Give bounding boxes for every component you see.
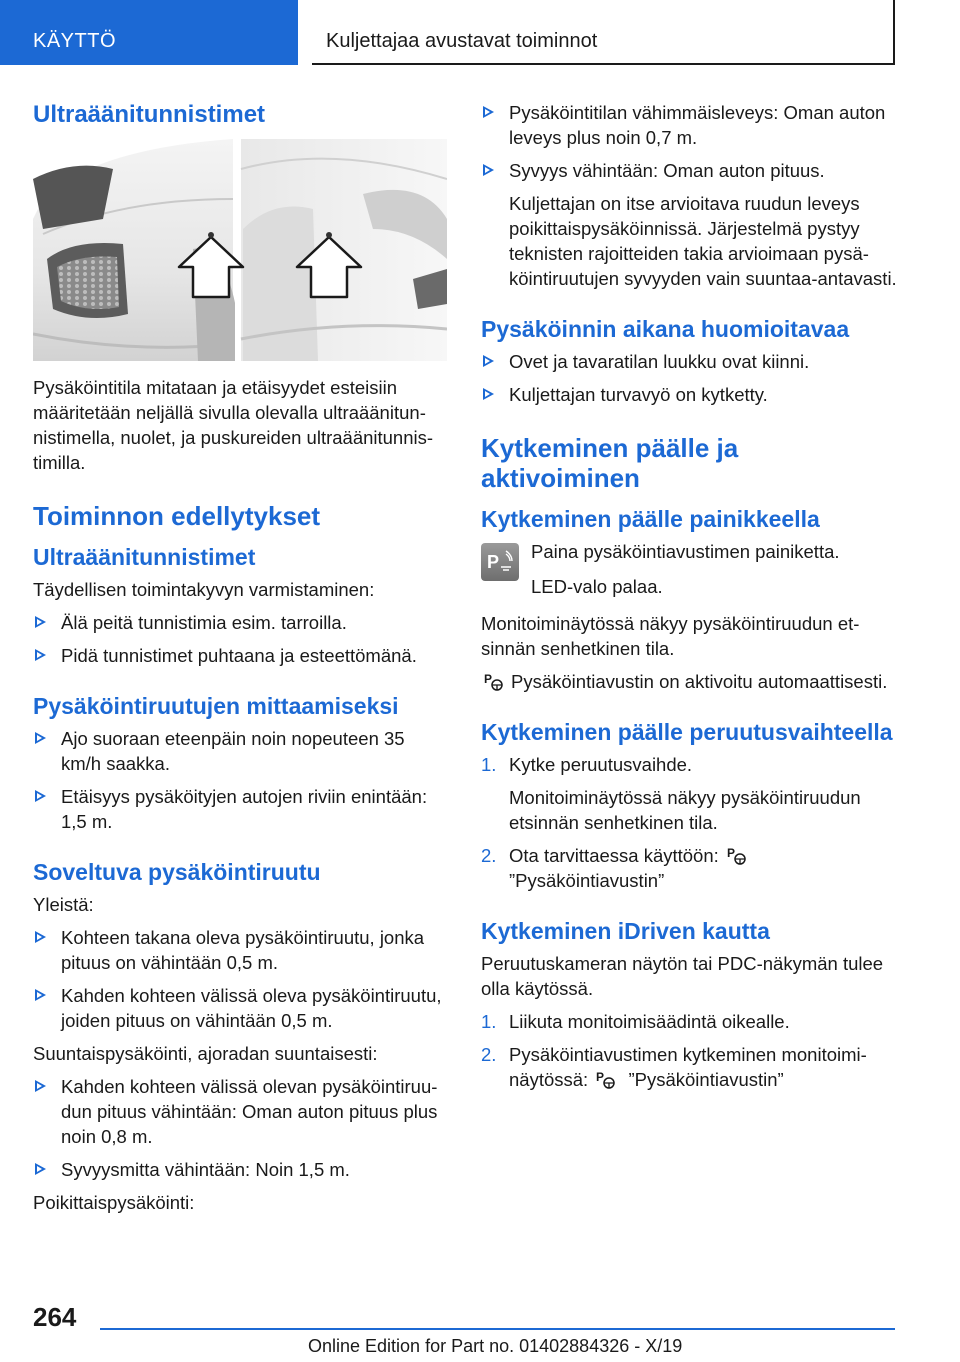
- triangle-bullet-icon: [35, 989, 46, 1001]
- monitor-text: Monitoiminäytössä näkyy pysäköintiruudun etsinnän senhetkinen tila.: [481, 613, 860, 659]
- triangle-bullet-icon: [483, 355, 494, 367]
- footer-divider: [100, 1328, 895, 1330]
- triangle-bullet-icon: [483, 164, 494, 176]
- list-item: Syvyys vähintään: Oman auton pituus.: [481, 158, 901, 183]
- page-number: 264: [33, 1302, 77, 1332]
- general-list: [33, 925, 447, 1033]
- heading-reverse: Kytkeminen päälle peruutusvaihteella: [481, 719, 893, 745]
- list-item: 1. Liikuta monitoimisäädintä oikealle.: [481, 1011, 790, 1032]
- svg-text:P: P: [596, 1070, 605, 1084]
- triangle-bullet-icon: [483, 388, 494, 400]
- list-item: 2. Ota tarvittaessa käyttöön: P ”Pysäköintiavustin”: [481, 843, 901, 893]
- list-item: Älä peitä tunnistimia esim. tarroilla.: [33, 610, 447, 635]
- header-chapter-title: Kuljettajaa avustavat toiminnot: [326, 30, 598, 52]
- list-item: Kuljettajan turvavyö on kytketty.: [481, 382, 901, 407]
- general-label: Yleistä:: [33, 894, 94, 915]
- svg-text:P: P: [484, 672, 493, 686]
- perpendicular-label: Poikittaispysäköinti:: [33, 1192, 195, 1213]
- heading-measure: Pysäköintiruutujen mittaamiseksi: [33, 693, 399, 719]
- list-item: Pysäköintitilan vähimmäisleveys: Oman auton leveys plus noin 0,7 m.: [481, 100, 901, 150]
- list-item: Ajo suoraan eteenpäin noin nopeuteen 35 km/h saakka.: [33, 726, 447, 776]
- car-bumper-figure: [33, 139, 447, 361]
- svg-text:P: P: [487, 552, 500, 572]
- list-item: Ovet ja tavaratilan luukku ovat kiinni.: [481, 349, 901, 374]
- header-chapter-tab: [312, 0, 895, 65]
- triangle-bullet-icon: [35, 1080, 46, 1092]
- header-section-tab: [0, 0, 298, 65]
- parallel-list: [33, 1074, 447, 1182]
- triangle-bullet-icon: [35, 732, 46, 744]
- auto-active-text: P Pysäköintiavustin on aktivoitu automaattisesti.: [484, 671, 888, 692]
- observe-list: [481, 349, 901, 407]
- triangle-bullet-icon: [483, 106, 494, 118]
- list-item: 2. Pysäköintiavustimen kytkeminen monitoiminäytössä: P ”Pysäköintiavustin”: [481, 1044, 867, 1090]
- left-column: [33, 100, 447, 1223]
- measure-list: [33, 726, 447, 834]
- list-item: Etäisyys pysäköityjen autojen riviin enintään: 1,5 m.: [33, 784, 447, 834]
- idrive-steps: [481, 1009, 901, 1092]
- right-column: [481, 100, 901, 1100]
- list-item: Kohteen takana oleva pysäköintiruutu, jonka pituus on vähintään 0,5 m.: [33, 925, 447, 975]
- list-item: Syvyysmitta vähintään: Noin 1,5 m.: [33, 1157, 447, 1182]
- footer-edition: Online Edition for Part no. 01402884326 - X/19: [308, 1336, 683, 1356]
- triangle-bullet-icon: [35, 931, 46, 943]
- parking-assistant-button-icon: [481, 543, 519, 581]
- list-item: Pidä tunnistimet puhtaana ja esteettömänä.: [33, 643, 447, 668]
- heading-activate: Kytkeminen päälle ja aktivoiminen: [481, 433, 739, 493]
- press-button-text: Paina pysäköintiavustimen painiketta.: [531, 541, 840, 562]
- parallel-label: Suuntaispysäköinti, ajoradan suuntaisesti:: [33, 1043, 378, 1064]
- triangle-bullet-icon: [35, 790, 46, 802]
- car-bumper-illustration: [33, 139, 447, 361]
- parking-assistant-icon: [726, 844, 748, 866]
- heading-ultrasonic-sensors-2: Ultraäänitunnistimet: [33, 544, 256, 570]
- parking-assistant-icon: [483, 670, 505, 692]
- heading-ultrasonic-sensors: Ultraäänitunnistimet: [33, 101, 266, 128]
- idrive-text: Peruutuskameran näytön tai PDC-näkymän tulee olla käytössä.: [481, 953, 884, 999]
- list-item: 1. Kytke peruutusvaihde. Monitoiminäytössä näkyy pysäköintiruudun etsinnän senhetkinen tila.: [481, 752, 901, 835]
- heading-suitable-space: Soveltuva pysäköintiruutu: [33, 859, 321, 885]
- full-function-text: Täydellisen toimintakyvyn varmistaminen:: [33, 579, 375, 600]
- header-section-title: KÄYTTÖ: [33, 30, 117, 52]
- parking-assistant-icon: [595, 1068, 617, 1090]
- reverse-step1-note: Monitoiminäytössä näkyy pysäköintiruudun etsinnän senhetkinen tila.: [509, 787, 861, 833]
- heading-requirements: Toiminnon edellytykset: [33, 501, 321, 531]
- heading-idrive: Kytkeminen iDriven kautta: [481, 918, 770, 944]
- button-instruction: [481, 539, 901, 599]
- svg-text:P: P: [726, 846, 735, 860]
- perpendicular-note: Kuljettajan on itse arvioitava ruudun leveys poikittaispysäköinnissä. Järjestelmä pystyy teknisten rajoitteiden takia arvioimaan pysäköintiruutujen syvyyden vain suuntaa-antavasti.: [509, 193, 897, 289]
- perpendicular-list: [481, 100, 901, 183]
- heading-observe: Pysäköinnin aikana huomioitavaa: [481, 316, 850, 342]
- reverse-steps: [481, 752, 901, 893]
- triangle-bullet-icon: [35, 616, 46, 628]
- list-item: Kahden kohteen välissä oleva pysäköintiruutu, joiden pituus on vähintään 0,5 m.: [33, 983, 447, 1033]
- figure-caption: Pysäköintitila mitataan ja etäisyydet esteisiin määritetään neljällä sivulla olevalla ultraäänitunnistimella, nuolet, ja puskureiden ultraäänitunnistimilla.: [33, 377, 434, 473]
- triangle-bullet-icon: [35, 1163, 46, 1175]
- heading-button: Kytkeminen päälle painikkeella: [481, 506, 820, 532]
- list-item: Kahden kohteen välissä olevan pysäköintiruudun pituus vähintään: Oman auton pituus plus noin 0,8 m.: [33, 1074, 447, 1149]
- triangle-bullet-icon: [35, 649, 46, 661]
- sensor-care-list: [33, 610, 447, 668]
- led-text: LED-valo palaa.: [531, 576, 663, 597]
